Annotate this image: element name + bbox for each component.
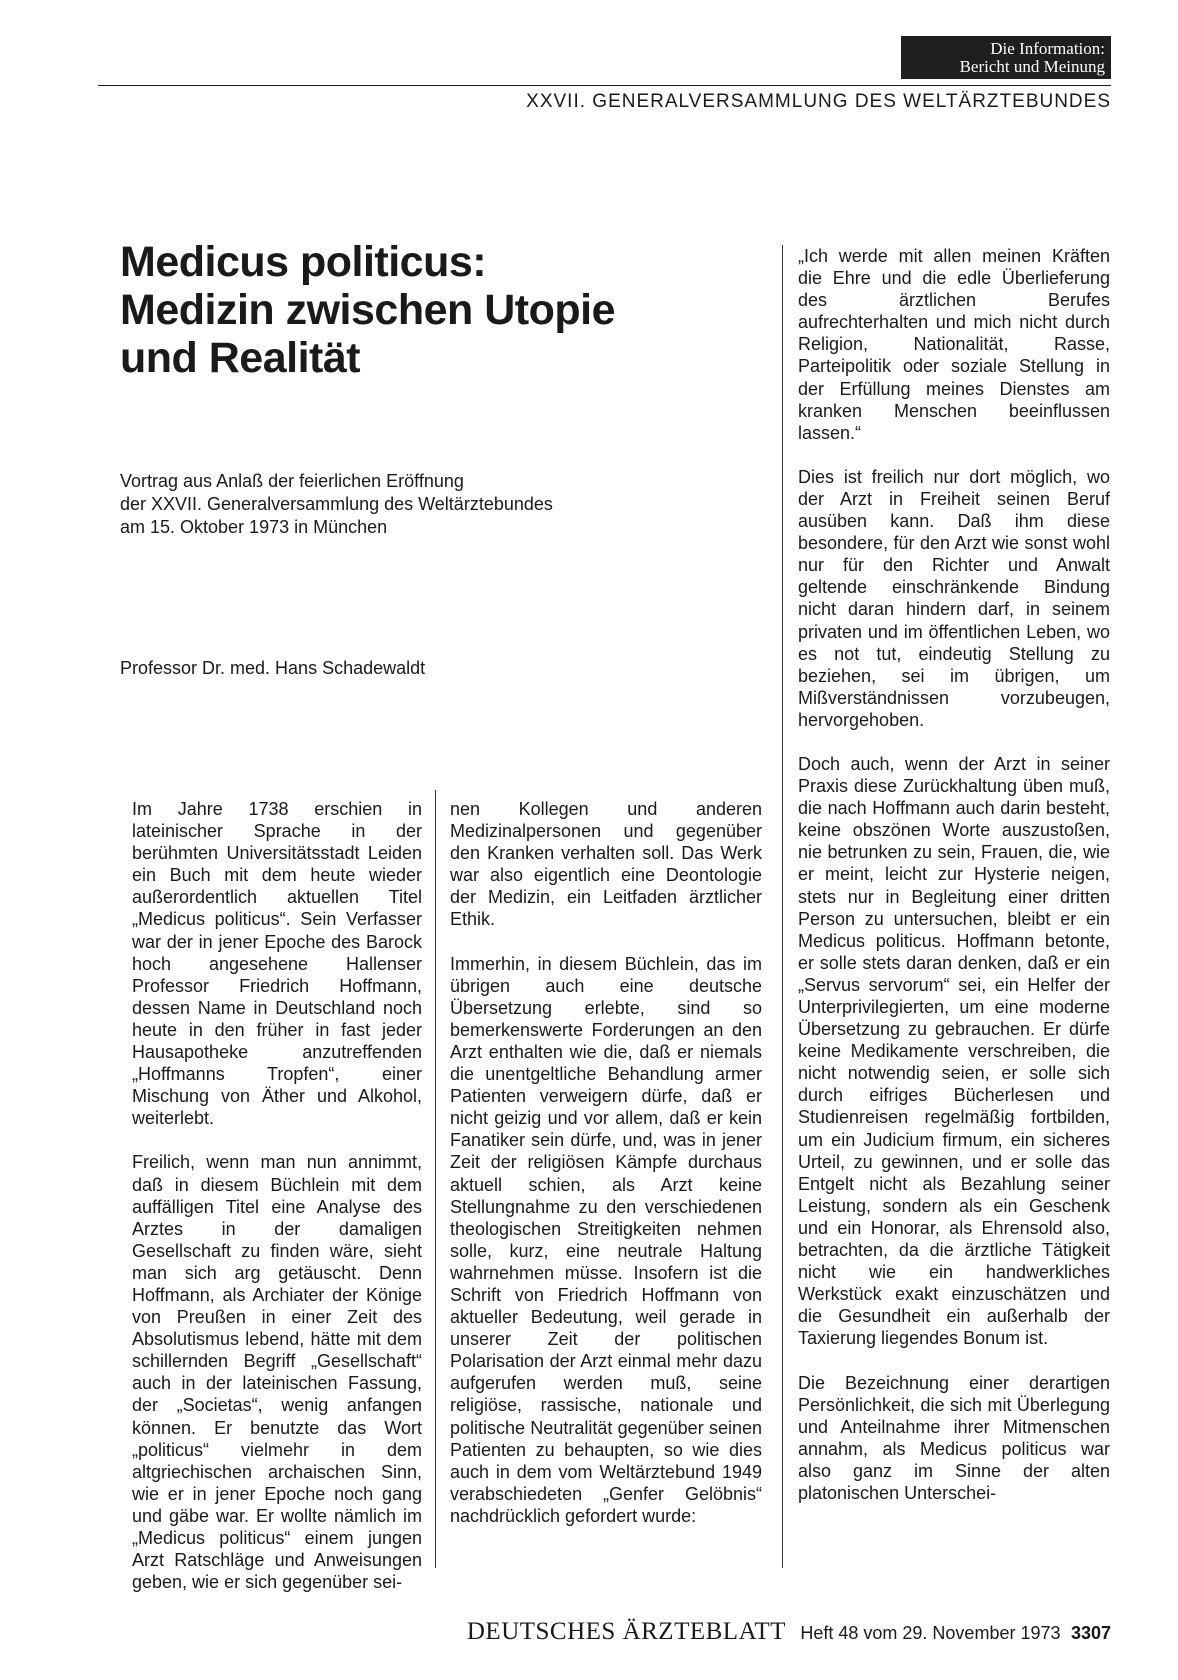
paragraph: Dies ist freilich nur dort möglich, wo der Arzt in Freiheit seinen Beruf ausüben kann. Daß ihm diese besondere, für den Arzt wie sonst wohl nur für den Richter und Anwalt geltende einschränkende Bindung nicht daran hindern darf, in seinem privaten und im öffentlichen Leben, wo es not tut, eindeutig Stellung zu beziehen, sei im übrigen, um Mißverständnissen vorzubeugen, hervorgehoben.: [798, 466, 1110, 730]
article-title-line: und Realität: [120, 334, 361, 382]
page-number: 3307: [1070, 1623, 1111, 1643]
section-label-line1: Die Information:: [990, 39, 1105, 58]
header-rule: [98, 85, 1111, 86]
paragraph: Freilich, wenn man nun annimmt, daß in diesem Büchlein mit dem auffälligen Titel eine Analyse des Arztes in der damaligen Gesellschaft zu finden wäre, sieht man sich arg getäuscht. Denn Hoffmann, als Archiater der Könige von Preußen in einer Zeit des Absolutismus lebend, hätte mit dem schillernden Begriff „Gesellschaft“ auch in der lateinischen Fassung, der „Societas“, wenig anfangen können. Er benutzte das Wort „politicus“ vielmehr in dem altgriechischen archaischen Sinn, wie er in jener Epoche noch gang und gäbe war. Er wollte nämlich im „Medicus politicus“ einem jungen Arzt Ratschläge und Anweisungen geben, wie er sich gegenüber sei-: [132, 1152, 422, 1593]
author-byline: Professor Dr. med. Hans Schadewaldt: [120, 658, 426, 678]
series-title: XXVII. GENERALVERSAMMLUNG DES WELTÄRZTEBUNDES: [526, 91, 1111, 112]
column-divider: [782, 245, 783, 1568]
text-column-2: [450, 798, 762, 1549]
section-label-line2: Bericht und Meinung: [959, 57, 1105, 76]
subtitle-line: am 15. Oktober 1973 in München: [120, 517, 388, 537]
text-column-3: [798, 245, 1110, 1526]
paragraph: „Ich werde mit allen meinen Kräften die Ehre und die edle Überlieferung des ärztlichen Berufes aufrechterhalten und mich nicht durch Religion, Nationalität, Rasse, Parteipolitik oder soziale Stellung in der Erfüllung meines Dienstes am kranken Menschen beeinflussen lassen.“: [798, 246, 1110, 443]
article-title-line: Medicus politicus:: [120, 238, 487, 286]
journal-name: DEUTSCHES ÄRZTEBLATT: [466, 1618, 786, 1645]
page-footer: [467, 1618, 1111, 1646]
article-subtitle: [120, 470, 640, 539]
article-title-line: Medizin zwischen Utopie: [120, 286, 615, 334]
paragraph: Immerhin, in diesem Büchlein, das im übrigen auch eine deutsche Übersetzung erlebte, sind so bemerkenswerte Forderungen an den Arzt enthalten wie die, daß er niemals die unentgeltliche Behandlung armer Patienten verweigern dürfe, daß er nicht geizig und vor allem, daß er kein Fanatiker sein dürfe, und, was in jener Zeit der religiösen Kämpfe durchaus aktuell schien, als Arzt keine Stellungnahme zu den verschiedenen theologischen Streitigkeiten nehmen solle, kurz, eine neutrale Haltung wahrnehmen müsse. Insofern ist die Schrift von Friedrich Hoffmann von aktueller Bedeutung, weil gerade in unserer Zeit der politischen Polarisation der Arzt einmal mehr dazu aufgerufen werden muß, seine religiöse, rassische, nationale und politische Neutralität gegenüber seinen Patienten zu behaupten, so wie dies auch in dem vom Weltärztebund 1949 verabschiedeten „Genfer Gelöbnis“ nachdrücklich gefordert wurde:: [450, 953, 762, 1526]
article-title: [120, 238, 680, 382]
subtitle-line: Vortrag aus Anlaß der feierlichen Eröffnung: [120, 471, 464, 491]
paragraph: Die Bezeichnung einer derartigen Persönlichkeit, die sich mit Überlegung und Anteilnahme ihrer Mitmenschen annahm, als Medicus politicus war also ganz im Sinne der alten platonischen Unterschei-: [798, 1372, 1110, 1503]
paragraph: nen Kollegen und anderen Medizinalpersonen und gegenüber den Kranken verhalten soll. Das Werk war also eigentlich eine Deontologie der Medizin, ein Leitfaden ärztlicher Ethik.: [450, 799, 762, 930]
issue-info: Heft 48 vom 29. November 1973: [800, 1623, 1061, 1643]
paragraph: Im Jahre 1738 erschien in lateinischer Sprache in der berühmten Universitätsstadt Leiden ein Buch mit dem heute wieder außerordentlich aktuellen Titel „Medicus politicus“. Sein Verfasser war der in jener Epoche des Barock hoch angesehene Hallenser Professor Friedrich Hoffmann, dessen Name in Deutschland noch heute in den früher in fast jeder Hausapotheke anzutreffenden „Hoffmanns Tropfen“, einer Mischung von Äther und Alkohol, weiterlebt.: [132, 799, 422, 1129]
paragraph: Doch auch, wenn der Arzt in seiner Praxis diese Zurückhaltung üben muß, die nach Hoffmann auch darin besteht, keine obszönen Worte auszustoßen, nie betrunken zu sein, Frauen, die, wie er meint, leicht zur Hysterie neigen, stets nur in Begleitung einer dritten Person zu untersuchen, bleibt er ein Medicus politicus. Hoffmann betonte, er solle stets daran denken, daß er ein „Servus servorum“ sei, ein Helfer der Unterprivilegierten, um eine moderne Übersetzung zu gebrauchen. Er dürfe keine Medikamente verschreiben, die nicht notwendig seien, er solle sich durch eifriges Bücherlesen und Studienreisen regelmäßig fortbilden, um ein Judicium firmum, ein sicheres Urteil, zu gewinnen, und er solle das Entgelt nicht als Bezahlung seiner Leistung, sondern als ein Geschenk und ein Honorar, als Ehrensold also, betrachten, da die ärztliche Tätigkeit nicht wie ein handwerkliches Werkstück exakt einzuschätzen und die Gesundheit ein außerhalb der Taxierung liegendes Bonum ist.: [798, 753, 1110, 1349]
text-column-1: [132, 798, 422, 1615]
subtitle-line: der XXVII. Generalversammlung des Weltärztebundes: [120, 494, 553, 514]
section-label: [901, 36, 1111, 79]
column-divider: [435, 790, 436, 1568]
